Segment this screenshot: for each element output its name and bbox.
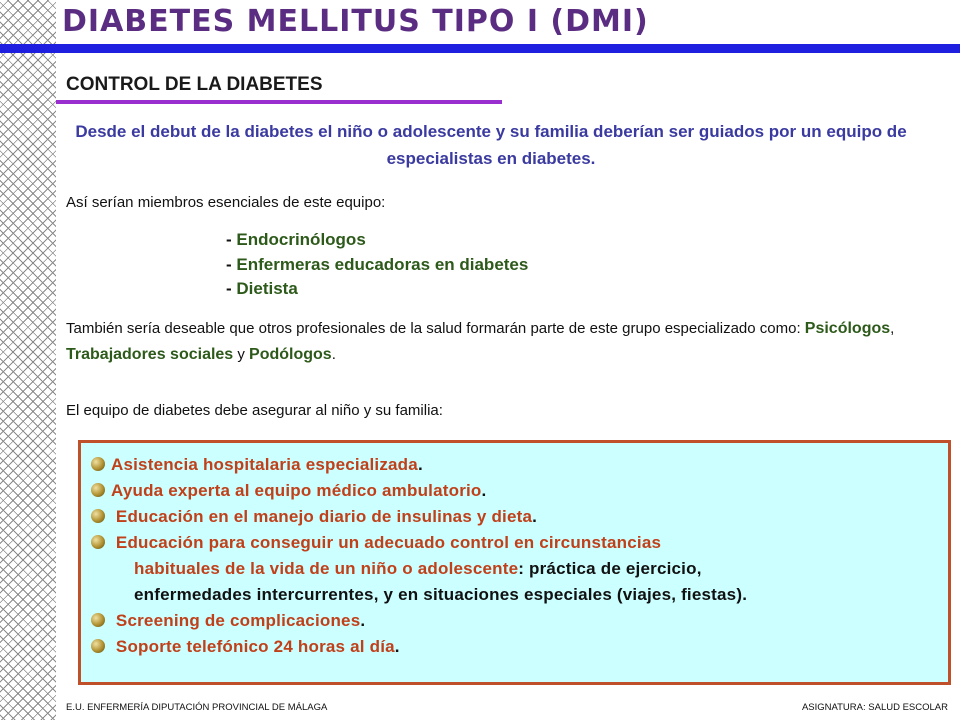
bullet-icon <box>91 535 105 549</box>
services-list <box>91 452 941 660</box>
decorative-side-pattern <box>0 0 56 720</box>
section-title: CONTROL DE LA DIABETES <box>66 74 323 95</box>
list-item: Screening de complicaciones. <box>91 608 941 634</box>
title-underline-bar <box>0 44 960 53</box>
members-lead-text: Así serían miembros esenciales de este equipo: <box>66 194 386 211</box>
slide-title: DIABETES MELLITUS TIPO I (DMI) <box>62 4 649 39</box>
bullet-icon <box>91 483 105 497</box>
bullet-icon <box>91 639 105 653</box>
list-item: Ayuda experta al equipo médico ambulatorio. <box>91 478 941 504</box>
section-divider <box>56 100 502 104</box>
list-item: Educación en el manejo diario de insulinas y dieta. <box>91 504 941 530</box>
footer-course: ASIGNATURA: SALUD ESCOLAR <box>801 702 948 713</box>
bullet-icon <box>91 509 105 523</box>
footer-institution: E.U. ENFERMERÍA DIPUTACIÓN PROVINCIAL DE MÁLAGA <box>66 702 328 713</box>
list-item: Soporte telefónico 24 horas al día. <box>91 634 941 660</box>
highlight-podiatrists: Podólogos <box>249 346 332 363</box>
services-box <box>78 440 951 685</box>
assure-lead-text: El equipo de diabetes debe asegurar al niño y su familia: <box>66 402 443 419</box>
list-item: Educación para conseguir un adecuado control en circunstancias habituales de la vida de un niño o adolescente: práctica de ejercicio, enfermedades intercurrentes, y en situaciones especiales (viajes, fiestas). <box>91 530 941 608</box>
list-item: - Dietista <box>226 279 298 298</box>
team-members-list <box>226 228 528 302</box>
bullet-icon <box>91 613 105 627</box>
highlight-psychologists: Psicólogos <box>804 320 891 337</box>
list-item: - Enfermeras educadoras en diabetes <box>226 254 529 274</box>
list-item: - Endocrinólogos <box>226 230 366 249</box>
bullet-icon <box>91 457 105 471</box>
other-professionals-paragraph: También sería deseable que otros profesionales de la salud formarán parte de este grupo especializado como: Psicólogos, Trabajadores sociales y Podólogos. <box>66 320 895 363</box>
intro-paragraph: Desde el debut de la diabetes el niño o adolescente y su familia deberían ser guiados por un equipo de especialistas en diabetes. <box>75 122 907 168</box>
list-item: Asistencia hospitalaria especializada. <box>91 452 941 478</box>
highlight-social-workers: Trabajadores sociales <box>66 346 234 363</box>
